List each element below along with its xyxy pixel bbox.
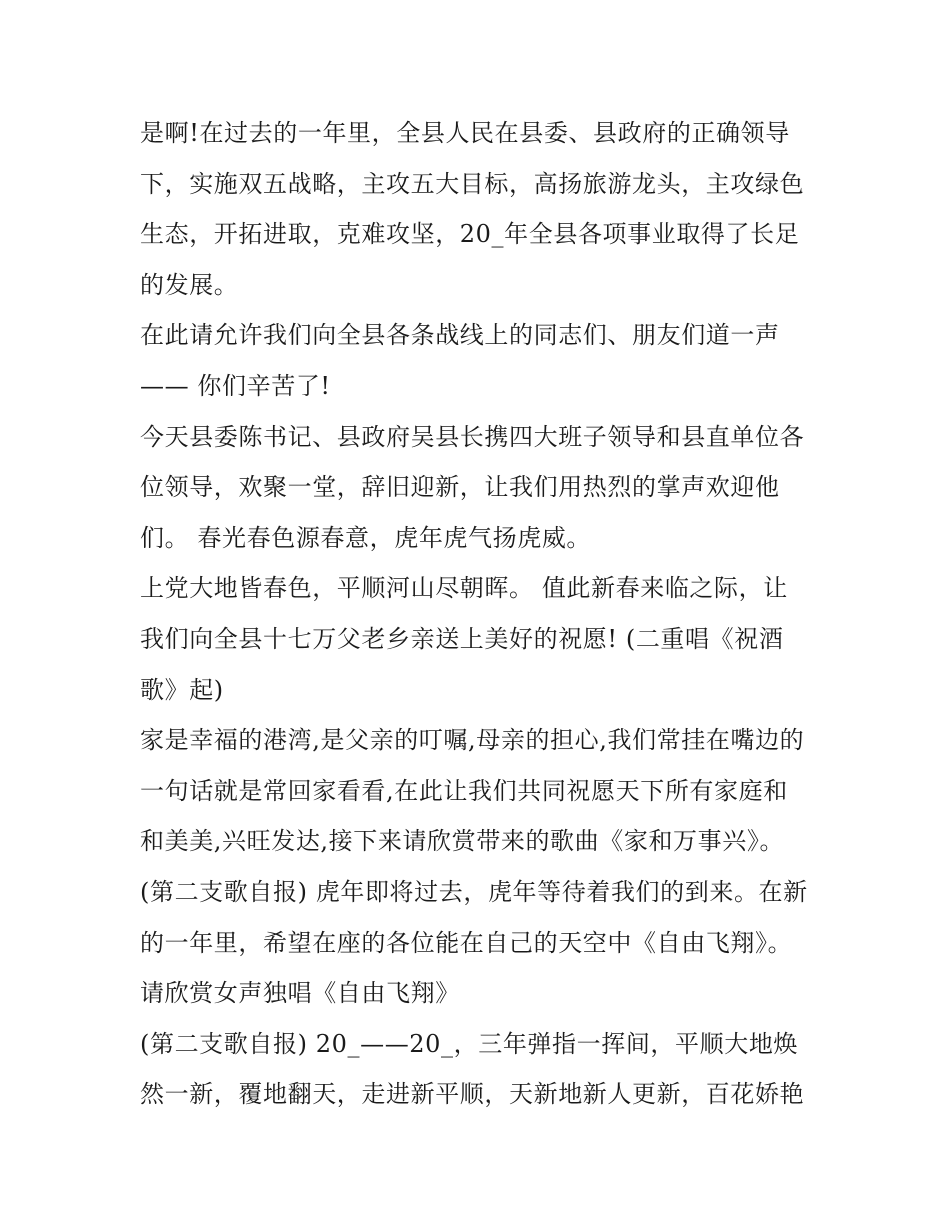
text-line: 位领导，欢聚一堂，辞旧迎新，让我们用热烈的掌声欢迎他 xyxy=(140,473,780,502)
text-line: 然一新，覆地翻天，走进新平顺，天新地新人更新，百花娇艳 xyxy=(140,1080,805,1109)
text-line: 上党大地皆春色，平顺河山尽朝晖。 值此新春来临之际，让 xyxy=(140,574,788,603)
text-line: 家是幸福的港湾,是父亲的叮嘱,母亲的担心,我们常挂在嘴边的 xyxy=(140,726,805,755)
text-line: 是啊!在过去的一年里，全县人民在县委、县政府的正确领导 xyxy=(140,119,790,147)
text-line: 歌》起) xyxy=(140,675,224,704)
text-line: 的发展。 xyxy=(140,270,239,299)
text-line: 我们向全县十七万父老乡亲送上美好的祝愿! (二重唱《祝酒 xyxy=(140,624,784,653)
text-line: (第二支歌自报) 虎年即将过去，虎年等待着我们的到来。在新 xyxy=(140,877,808,906)
text-line: 下，实施双五战略，主攻五大目标，高扬旅游龙头，主攻绿色 xyxy=(140,169,805,198)
text-line: 今天县委陈书记、县政府吴县长携四大班子领导和县直单位各 xyxy=(140,422,805,451)
text-line: —— 你们辛苦了! xyxy=(140,371,331,400)
text-line: 在此请允许我们向全县各条战线上的同志们、朋友们道一声 xyxy=(140,321,780,350)
text-line: 一句话就是常回家看看,在此让我们共同祝愿天下所有家庭和 xyxy=(140,776,788,805)
text-line: 请欣赏女声独唱《自由飞翔》 xyxy=(140,979,460,1008)
document-body xyxy=(140,108,820,1120)
text-line: 们。 春光春色源春意，虎年虎气扬虎威。 xyxy=(140,523,592,552)
text-line: 生态，开拓进取，克难攻坚，20_年全县各项事业取得了长足 xyxy=(140,220,800,249)
text-line: 和美美,兴旺发达,接下来请欣赏带来的歌曲《家和万事兴》。 xyxy=(140,827,785,856)
text-line: (第二支歌自报) 20_——20_，三年弹指一挥间，平顺大地焕 xyxy=(140,1029,799,1058)
text-line: 的一年里，希望在座的各位能在自己的天空中《自由飞翔》。 xyxy=(140,928,793,957)
